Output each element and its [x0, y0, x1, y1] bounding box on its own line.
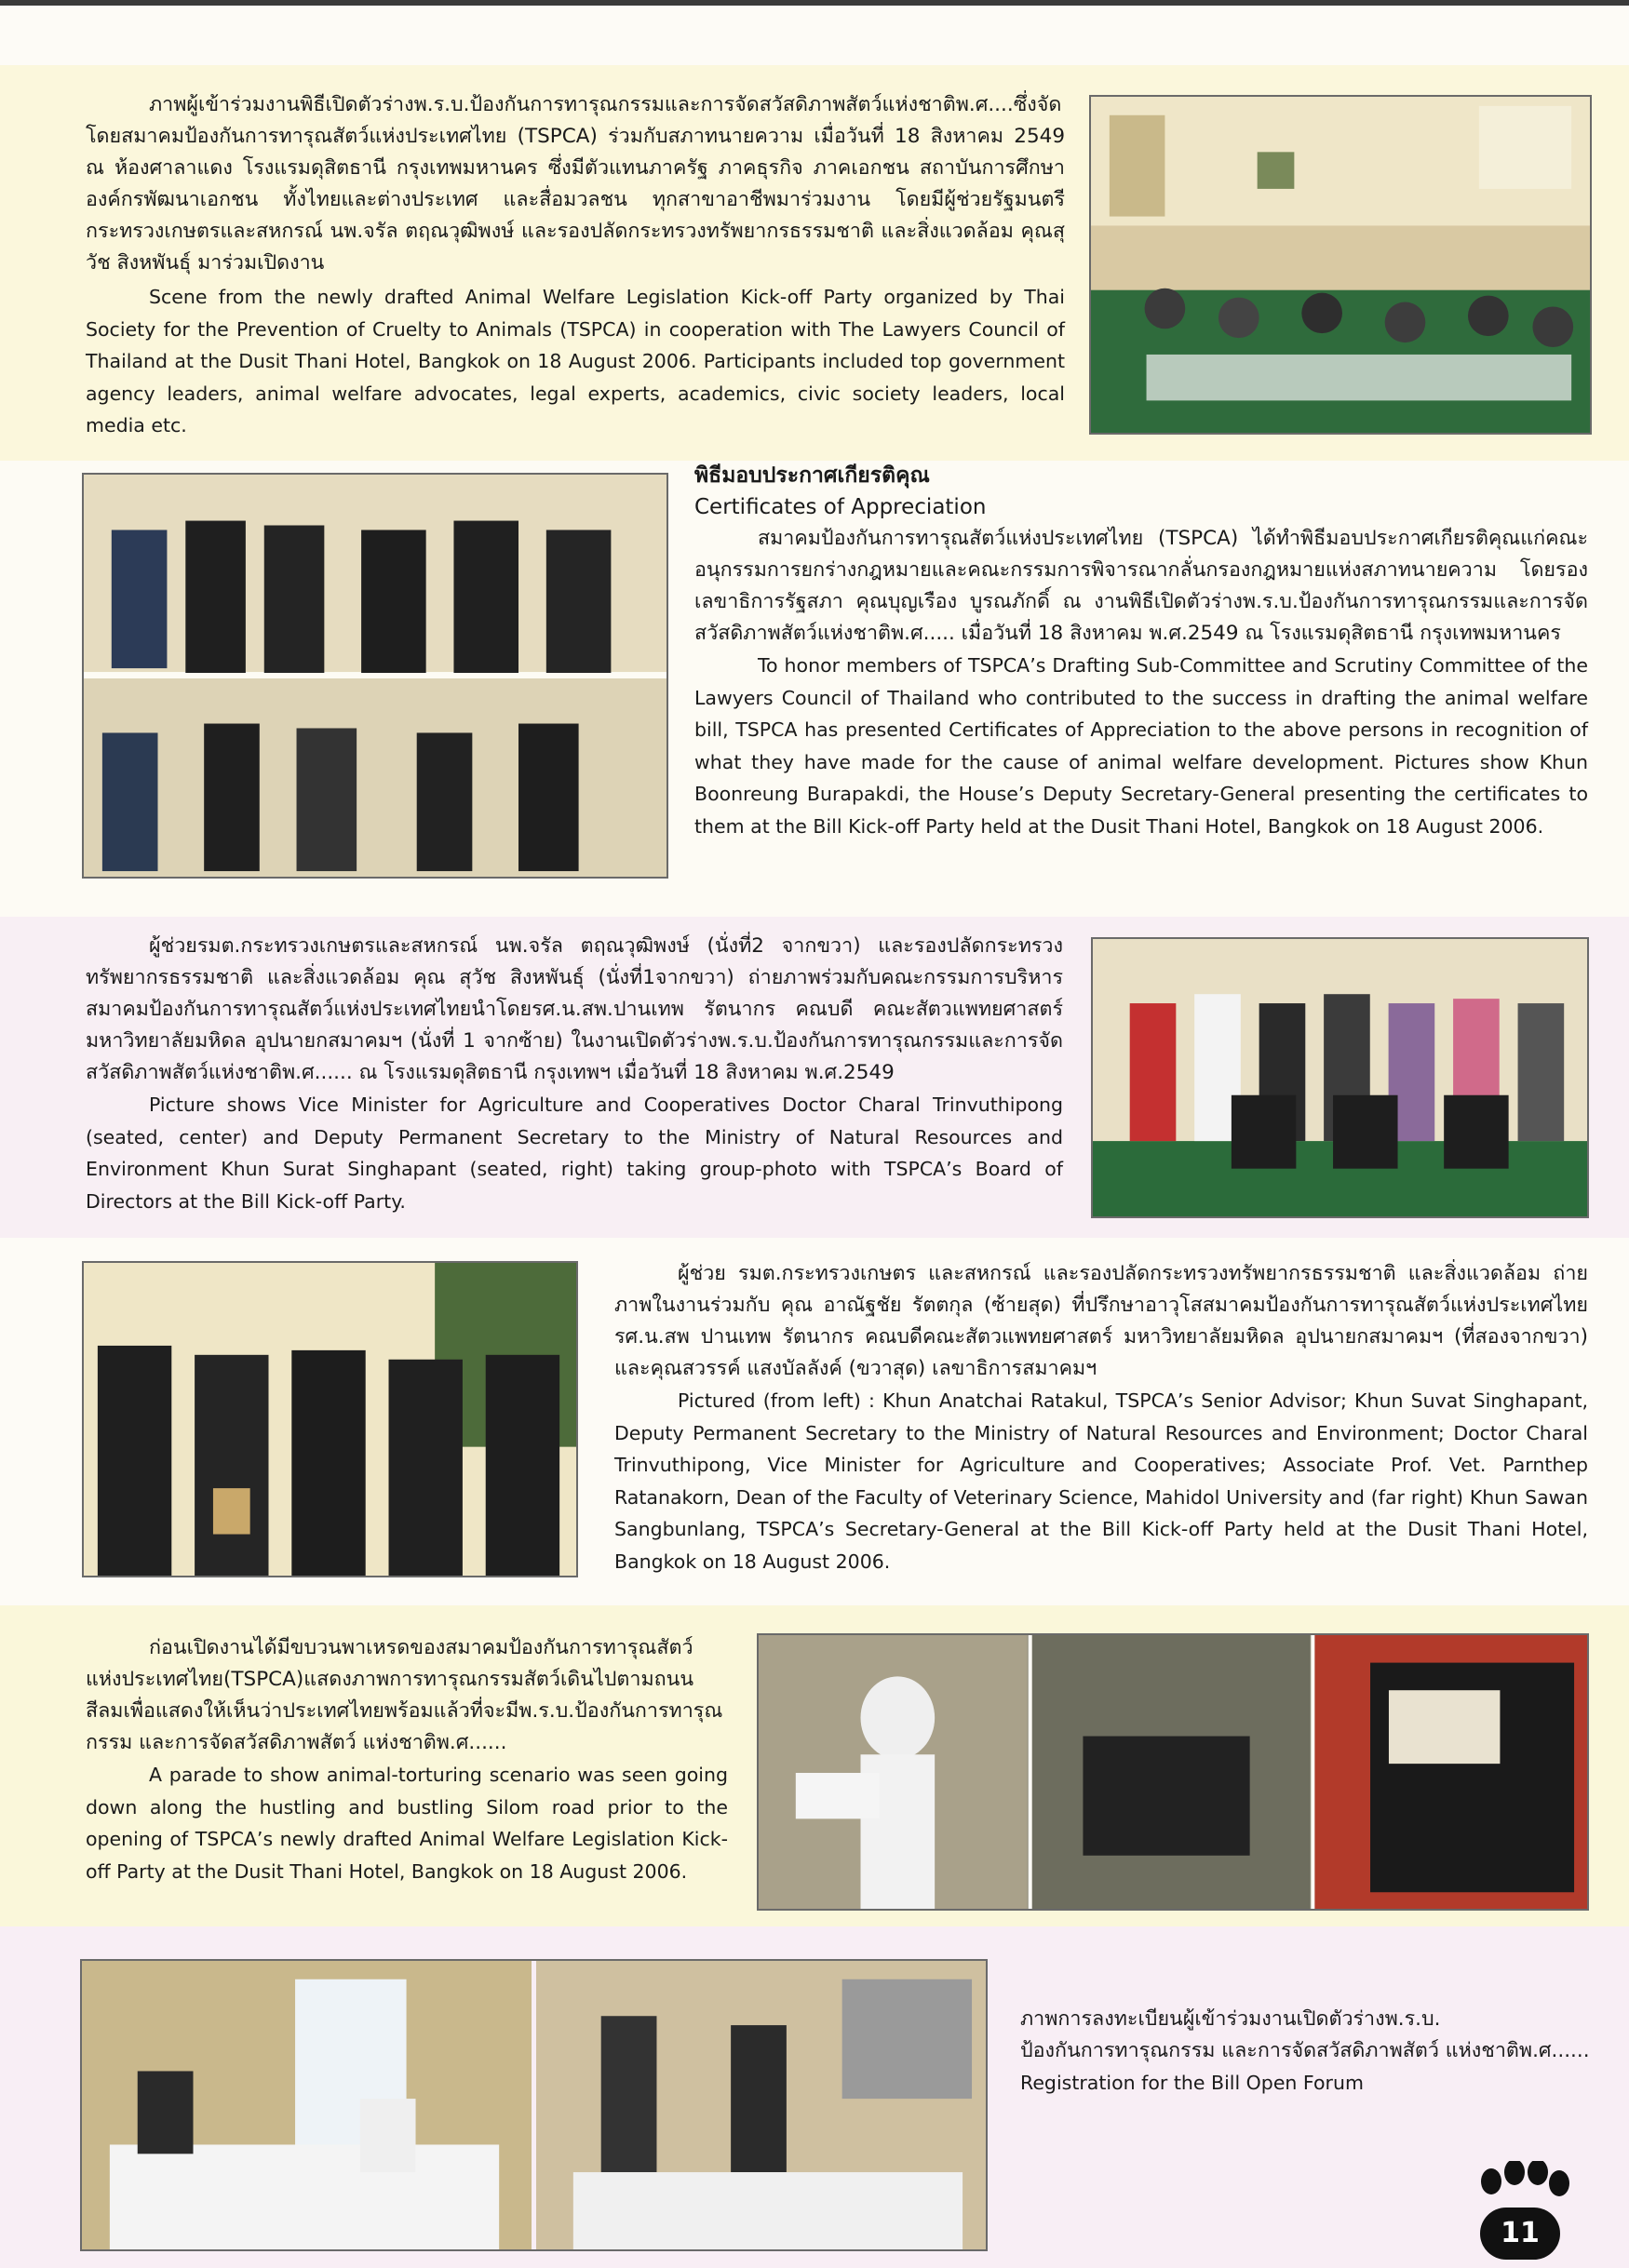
photo-certificate-presentation	[82, 473, 668, 879]
section-3-text	[86, 931, 1063, 1217]
section-6-english: Registration for the Bill Open Forum	[1020, 2072, 1364, 2094]
section-1-english: Scene from the newly drafted Animal Welfare Legislation Kick-off Party organized by Thai Society for the Prevention of Cruelty to Animals (TSPCA) in cooperation with The Lawyers Council of Thailand at the Dusit Thani Hotel, Bangkok on 18 August 2006. Participants included top government agency leaders, animal welfare advocates, legal experts, academics, civic society leaders, local media etc.	[86, 286, 1065, 436]
section-4-english: Pictured (from left) : Khun Anatchai Ratakul, TSPCA’s Senior Advisor; Khun Suvat Singhapant, Deputy Permanent Secretary to the Ministry of Natural Resources and Environment; Doctor Charal Trinvuthipong, Vice Minister for Agriculture and Cooperatives; Associate Prof. Vet. Parnthep Ratanakorn, Dean of the Faculty of Veterinary Science, Mahidol University and (far right) Khun Sawan Sangbunlang, TSPCA’s Secretary-General at the Bill Kick-off Party held at the Dusit Thani Hotel, Bangkok on 18 August 2006.	[614, 1389, 1588, 1573]
section-2-heading-thai: พิธีมอบประกาศเกียรติคุณ	[694, 463, 930, 488]
photo-vip-group	[82, 1261, 578, 1577]
section-2-english: To honor members of TSPCA’s Drafting Sub-Committee and Scrutiny Committee of the Lawyers Council of Thailand who contributed to the success in drafting the animal welfare bill, TSPCA has presented Certificates of Appreciation to the above persons in recognition of what they have made for the cause of animal welfare development. Pictures show Khun Boonreung Burapakdi, the House’s Deputy Secretary-General presenting the certificates to them at the Bill Kick-off Party held at the Dusit Thani Hotel, Bangkok on 18 August 2006.	[694, 654, 1588, 838]
section-2-heading-english: Certificates of Appreciation	[694, 495, 987, 519]
section-2-text	[694, 460, 1588, 842]
photo-forum-hall	[1089, 95, 1592, 435]
section-5-text	[86, 1632, 728, 1887]
section-4-text	[614, 1258, 1588, 1577]
page-number: 11	[1480, 2208, 1560, 2260]
photo-registration	[80, 1959, 988, 2251]
section-1-text	[86, 89, 1065, 442]
section-3-thai: ผู้ช่วยรมต.กระทรวงเกษตรและสหกรณ์ นพ.จรัล ตฤณวุฒิพงษ์ (นั่งที่2 จากขวา) และรองปลัดกระทรวงทรัพยากรธรรมชาติ และสิ่งแวดล้อม คุณ สุวัช สิงหพันธุ์ (นั่งที่1จากขวา) ถ่ายภาพร่วมกับคณะกรรมการบริหารสมาคมป้องกันการทารุณสัตว์แห่งประเทศไทยนำโดยรศ.น.สพ.ปานเทพ รัตนากร คณบดี คณะสัตวแพทยศาสตร์ มหาวิทยาลัยมหิดล อุปนายกสมาคมฯ (นั่งที่ 1 จากซ้าย) ในงานเปิดตัวร่างพ.ร.บ.ป้องกันการทารุณกรรมและการจัดสวัสดิภาพสัตว์แห่งชาติพ.ศ...... ณ โรงแรมดุสิตธานี กรุงเทพฯ เมื่อวันที่ 18 สิงหาคม พ.ศ.2549	[86, 934, 1063, 1084]
section-5-thai: ก่อนเปิดงานได้มีขบวนพาเหรดของสมาคมป้องกันการทารุณสัตว์แห่งประเทศไทย(TSPCA)แสดงภาพการทารุณกรรมสัตว์เดินไปตามถนนสีลมเพื่อแสดงให้เห็นว่าประเทศไทยพร้อมแล้วที่จะมีพ.ร.บ.ป้องกันการทารุณกรรม และการจัดสวัสดิภาพสัตว์ แห่งชาติพ.ศ......	[86, 1636, 723, 1754]
photo-board-group	[1091, 937, 1589, 1218]
section-2-thai: สมาคมป้องกันการทารุณสัตว์แห่งประเทศไทย (TSPCA) ได้ทำพิธีมอบประกาศเกียรติคุณแก่คณะอนุกรรมการยกร่างกฎหมายและคณะกรรมการพิจารณากลั่นกรองกฎหมายแห่งสภาทนายความ โดยรองเลขาธิการรัฐสภา คุณบุญเรือง บูรณภักดิ์ ณ งานพิธีเปิดตัวร่างพ.ร.บ.ป้องกันการทารุณกรรมและการจัดสวัสดิภาพสัตว์แห่งชาติพ.ศ..... เมื่อวันที่ 18 สิงหาคม พ.ศ.2549 ณ โรงแรมดุสิตธานี กรุงเทพมหานคร	[694, 527, 1588, 645]
photo-parade	[757, 1633, 1589, 1911]
section-3-english: Picture shows Vice Minister for Agriculture and Cooperatives Doctor Charal Trinvuthipong (seated, center) and Deputy Permanent Secretary to the Ministry of Natural Resources and Environment Khun Surat Singhapant (seated, right) taking group-photo with TSPCA’s Board of Directors at the Bill Kick-off Party.	[86, 1094, 1063, 1213]
section-6-text	[1020, 2004, 1597, 2100]
section-6-thai-line-1: ภาพการลงทะเบียนผู้เข้าร่วมงานเปิดตัวร่างพ.ร.บ.	[1020, 2007, 1441, 2031]
top-rule	[0, 0, 1629, 6]
section-5-english: A parade to show animal-torturing scenario was seen going down along the hustling and bustling Silom road prior to the opening of TSPCA’s newly drafted Animal Welfare Legislation Kick-off Party at the Dusit Thani Hotel, Bangkok on 18 August 2006.	[86, 1764, 728, 1883]
section-6-thai-line-2: ป้องกันการทารุณกรรม และการจัดสวัสดิภาพสัตว์ แห่งชาติพ.ศ......	[1020, 2039, 1590, 2062]
section-4-thai: ผู้ช่วย รมต.กระทรวงเกษตร และสหกรณ์ และรองปลัดกระทรวงทรัพยากรธรรมชาติ และสิ่งแวดล้อม ถ่ายภาพในงานร่วมกับ คุณ อาณัฐชัย รัตตกุล (ซ้ายสุด) ที่ปรึกษาอาวุโสสมาคมป้องกันการทารุณสัตว์แห่งประเทศไทย รศ.น.สพ ปานเทพ รัตนากร คณบดีคณะสัตวแพทยศาสตร์ มหาวิทยาลัยมหิดล อุปนายกสมาคมฯ (ที่สองจากขวา) และคุณสวรรค์ แสงบัลลังค์ (ขวาสุด) เลขาธิการสมาคมฯ	[614, 1262, 1588, 1380]
section-1-thai: ภาพผู้เข้าร่วมงานพิธีเปิดตัวร่างพ.ร.บ.ป้องกันการทารุณกรรมและการจัดสวัสดิภาพสัตว์แห่งชาติพ.ศ....ซึ่งจัดโดยสมาคมป้องกันการทารุณสัตว์แห่งประเทศไทย (TSPCA) ร่วมกับสภาทนายความ เมื่อวันที่ 18 สิงหาคม 2549 ณ ห้องศาลาแดง โรงแรมดุสิตธานี กรุงเทพมหานคร ซึ่งมีตัวแทนภาครัฐ ภาคธุรกิจ ภาคเอกชน สถาบันการศึกษา องค์กรพัฒนาเอกชน ทั้งไทยและต่างประเทศ และสื่อมวลชน ทุกสาขาอาชีพมาร่วมงาน โดยมีผู้ช่วยรัฐมนตรีกระทรวงเกษตรและสหกรณ์ นพ.จรัล ตฤณวุฒิพงษ์ และรองปลัดกระทรวงทรัพยากรธรรมชาติ และสิ่งแวดล้อม คุณสุวัช สิงหพันธุ์ มาร่วมเปิดงาน	[86, 93, 1065, 275]
